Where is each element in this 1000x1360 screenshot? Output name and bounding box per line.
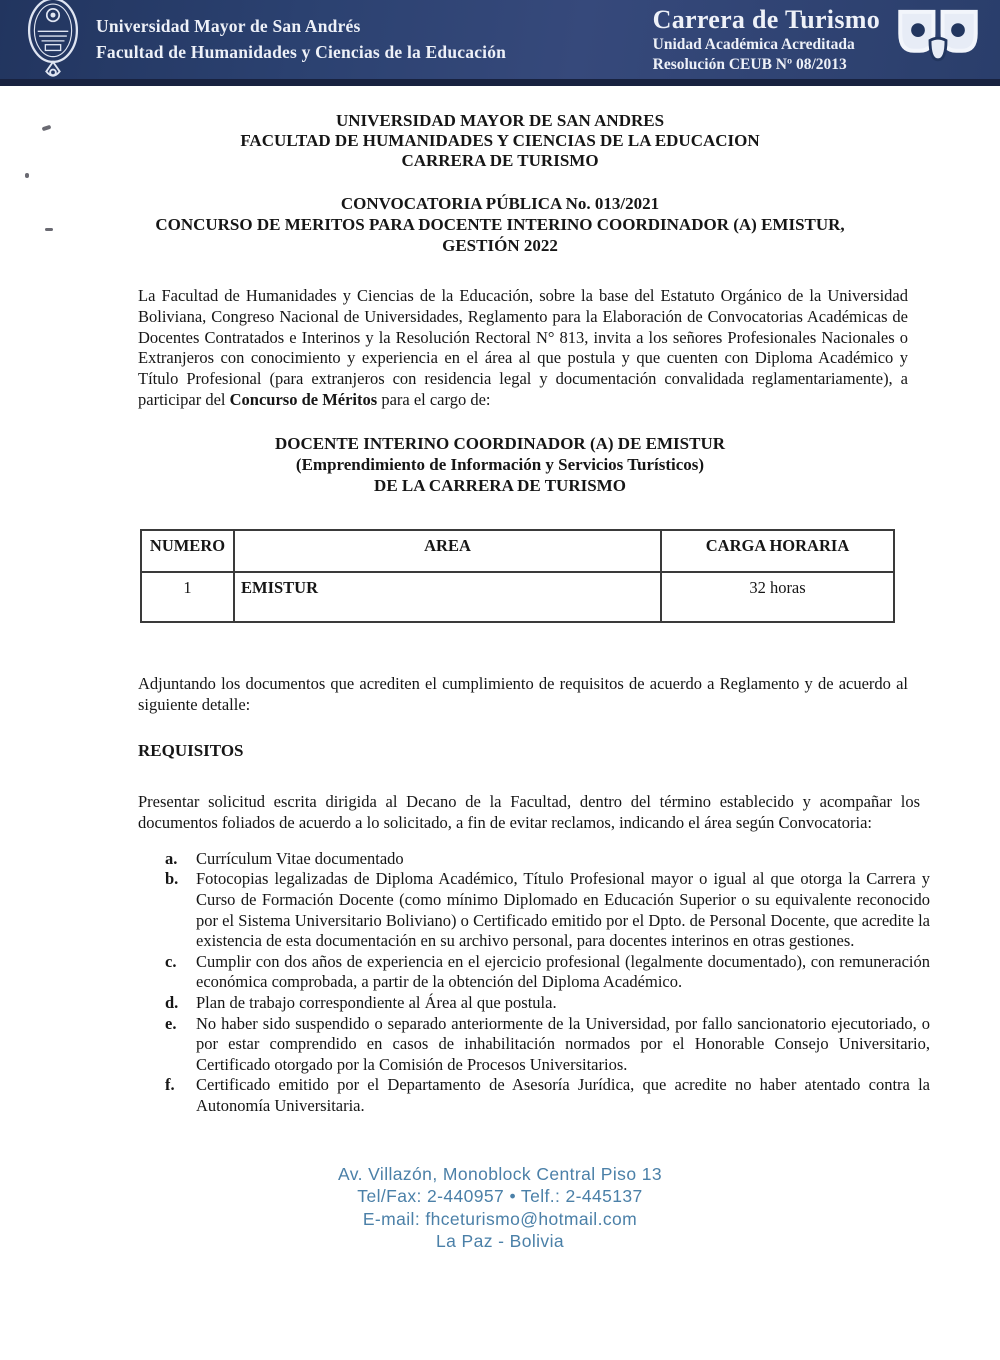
item-label: c. xyxy=(165,951,177,971)
list-item xyxy=(165,952,930,993)
header-banner xyxy=(0,0,1000,86)
item-label: f. xyxy=(165,1075,175,1095)
requisitos-heading: REQUISITOS xyxy=(138,740,244,760)
list-item xyxy=(165,849,930,870)
header-carga-horaria: CARGA HORARIA xyxy=(661,530,894,572)
position-line-1: DOCENTE INTERINO COORDINADOR (A) DE EMISTUR xyxy=(274,433,726,453)
requirements-list xyxy=(165,849,930,1117)
header-numero: NUMERO xyxy=(141,530,234,572)
item-text: Certificado emitido por el Departamento de Asesoría Jurídica, que acredite no haber atentado contra la Autonomía Universitaria. xyxy=(196,1075,930,1115)
item-label: b. xyxy=(165,869,179,889)
banner-faculty: Facultad de Humanidades y Ciencias de la Educación xyxy=(96,42,507,62)
banner-program: Carrera de Turismo xyxy=(652,4,880,34)
list-item xyxy=(165,869,930,951)
table-row xyxy=(141,572,894,622)
position-heading xyxy=(0,433,1000,496)
item-text: No haber sido suspendido o separado anteriormente de la Universidad, por fallo sancionatorio ejecutoriado, o por estar comprendido en casos de inhabilitación normados por el Honorable Consejo Universitario, Certificado otorgado por la Comisión de Procesos Universitarios. xyxy=(196,1013,930,1074)
banner-right xyxy=(653,5,984,74)
footer-address: Av. Villazón, Monoblock Central Piso 13 xyxy=(338,1163,662,1184)
header-area: AREA xyxy=(234,530,661,572)
footer-city: La Paz - Bolivia xyxy=(436,1231,564,1251)
title-block xyxy=(0,111,1000,171)
scan-artifact xyxy=(45,228,53,231)
title-line-university: UNIVERSIDAD MAYOR DE SAN ANDRES xyxy=(335,111,665,130)
convocatoria-block xyxy=(0,193,1000,256)
turismo-masks-logo xyxy=(892,5,984,74)
footer-email: E-mail: fhceturismo@hotmail.com xyxy=(362,1208,638,1229)
intro-post: para el cargo de: xyxy=(377,389,491,409)
convocatoria-number: CONVOCATORIA PÚBLICA No. 013/2021 xyxy=(340,194,660,213)
cell-area: EMISTUR xyxy=(234,572,661,622)
item-text: Currículum Vitae documentado xyxy=(196,848,404,868)
position-line-3: DE LA CARRERA DE TURISMO xyxy=(374,475,626,495)
banner-accreditation: Unidad Académica Acreditada xyxy=(652,35,855,53)
intro-bold: Concurso de Méritos xyxy=(229,389,378,409)
intro-paragraph xyxy=(138,286,908,411)
item-label: d. xyxy=(165,992,179,1012)
item-text: Plan de trabajo correspondiente al Área al que postula. xyxy=(196,992,557,1012)
banner-resolution: Resolución CEUB Nº 08/2013 xyxy=(652,55,847,73)
table-header-row xyxy=(141,530,894,572)
list-item xyxy=(165,1014,930,1076)
item-text: Fotocopias legalizadas de Diploma Académico, Título Profesional mayor o igual al que otorga la Carrera y Curso de Formación Docente (como mínimo Diplomado en Educación Superior o su equivalente reconocido por el Sistema Universitario Boliviano) o Certificado emitido por el Dpto. de Personal Docente, que acredite la existencia de esta documentación en su archivo personal, para docentes interinos en otras gestiones. xyxy=(196,869,930,951)
title-line-faculty: FACULTAD DE HUMANIDADES Y CIENCIAS DE LA EDUCACION xyxy=(240,131,760,150)
item-text: Cumplir con dos años de experiencia en el ejercicio profesional (legalmente documentado), con remuneración económica comprobada, a partir de la obtención del Diploma Académico. xyxy=(196,951,930,992)
list-item xyxy=(165,993,930,1014)
umsa-seal-logo xyxy=(24,0,82,86)
scan-artifact xyxy=(25,173,29,178)
item-label: a. xyxy=(165,848,178,868)
convocatoria-gestion: GESTIÓN 2022 xyxy=(442,236,558,255)
list-item xyxy=(165,1075,930,1116)
convocatoria-concurso: CONCURSO DE MERITOS PARA DOCENTE INTERINO COORDINADOR (A) EMISTUR, xyxy=(155,215,845,234)
position-line-2: (Emprendimiento de Información y Servicios Turísticos) xyxy=(295,454,705,474)
title-line-carrera: CARRERA DE TURISMO xyxy=(401,151,599,170)
cell-numero: 1 xyxy=(141,572,234,622)
banner-right-text xyxy=(653,6,880,74)
present-paragraph: Presentar solicitud escrita dirigida al Decano de la Facultad, dentro del término establecido y acompañar los documentos foliados de acuerdo a lo solicitado, a fin de evitar reclamos, indicando el área según Convocatoria: xyxy=(138,791,920,832)
footer-contact-block xyxy=(0,1163,1000,1253)
banner-university: Universidad Mayor de San Andrés xyxy=(96,16,361,36)
cell-carga-horaria: 32 horas xyxy=(661,572,894,622)
vacancy-table xyxy=(140,529,895,623)
footer-phones: Tel/Fax: 2-440957 • Telf.: 2-445137 xyxy=(357,1186,643,1206)
intro-pre: La Facultad de Humanidades y Ciencias de la Educación, sobre la base del Estatuto Orgánico de la Universidad Boliviana, Congreso Nacional de Universidades, Reglamento para la Elaboración de Convocatorias Académicas de Docentes Contratados e Interinos y la Resolución Rectoral N° 813, invita a los señores Profesionales Nacionales o Extranjeros con conocimiento y experiencia en el área al que postula y que cuenten con Diploma Académico y Título Profesional (para extranjeros con residencia legal y documentación convalidada reglamentariamente), a participar del xyxy=(138,286,908,409)
attach-paragraph: Adjuntando los documentos que acrediten el cumplimiento de requisitos de acuerdo a Reglamento y de acuerdo al siguiente detalle: xyxy=(138,673,908,714)
banner-left-text xyxy=(96,16,506,63)
item-label: e. xyxy=(165,1013,177,1033)
